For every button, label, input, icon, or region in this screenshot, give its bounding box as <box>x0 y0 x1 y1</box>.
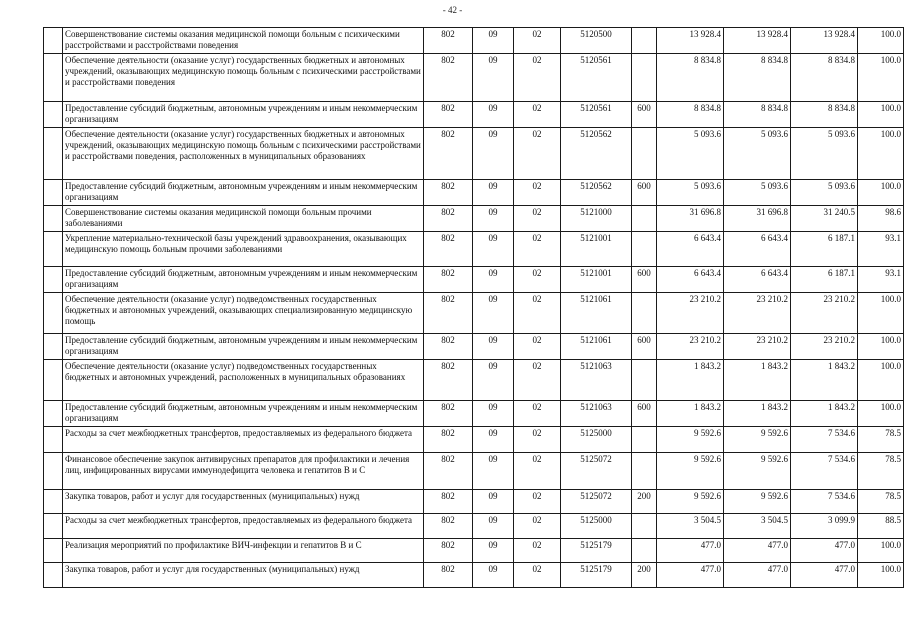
row-plan-amount: 31 696.8 <box>657 206 724 232</box>
row-plan-amount: 477.0 <box>657 539 724 563</box>
row-section-code: 09 <box>473 539 514 563</box>
row-refined-amount: 23 210.2 <box>724 293 791 334</box>
table-row <box>44 514 904 539</box>
row-dept-code: 802 <box>424 232 473 267</box>
row-subsection-code: 02 <box>514 514 561 539</box>
row-plan-amount: 5 093.6 <box>657 180 724 206</box>
row-refined-amount: 8 834.8 <box>724 54 791 102</box>
row-description: Совершенствование системы оказания медицинской помощи больным прочими заболеваниями <box>63 206 424 232</box>
row-dept-code: 802 <box>424 539 473 563</box>
row-execution-percent: 100.0 <box>858 360 904 401</box>
row-expense-kind <box>632 128 657 180</box>
row-margin-cell <box>44 293 63 334</box>
row-article-code: 5121061 <box>561 293 632 334</box>
row-section-code: 09 <box>473 453 514 490</box>
row-execution-percent: 78.5 <box>858 427 904 453</box>
row-description: Предоставление субсидий бюджетным, автономным учреждениям и иным некоммерческим организациям <box>63 401 424 427</box>
row-refined-amount: 23 210.2 <box>724 334 791 360</box>
row-execution-percent: 100.0 <box>858 128 904 180</box>
page-number: - 42 - <box>442 5 463 15</box>
row-execution-percent: 100.0 <box>858 293 904 334</box>
table-row <box>44 490 904 514</box>
row-plan-amount: 8 834.8 <box>657 102 724 128</box>
row-description: Предоставление субсидий бюджетным, автономным учреждениям и иным некоммерческим организациям <box>63 267 424 293</box>
row-expense-kind <box>632 232 657 267</box>
row-article-code: 5121001 <box>561 267 632 293</box>
row-article-code: 5125072 <box>561 490 632 514</box>
row-margin-cell <box>44 453 63 490</box>
row-description: Совершенствование системы оказания медицинской помощи больным с психическими расстройствами и расстройствами поведения <box>63 28 424 54</box>
row-description: Обеспечение деятельности (оказание услуг) подведомственных государственных бюджетных и автономных учреждений, оказывающих специализированную медицинскую помощь <box>63 293 424 334</box>
row-executed-amount: 23 210.2 <box>791 334 858 360</box>
row-subsection-code: 02 <box>514 232 561 267</box>
row-dept-code: 802 <box>424 563 473 588</box>
row-executed-amount: 13 928.4 <box>791 28 858 54</box>
row-subsection-code: 02 <box>514 293 561 334</box>
row-execution-percent: 78.5 <box>858 490 904 514</box>
row-margin-cell <box>44 232 63 267</box>
row-plan-amount: 5 093.6 <box>657 128 724 180</box>
row-dept-code: 802 <box>424 453 473 490</box>
row-expense-kind: 600 <box>632 334 657 360</box>
table-row <box>44 267 904 293</box>
row-plan-amount: 9 592.6 <box>657 427 724 453</box>
row-dept-code: 802 <box>424 28 473 54</box>
row-section-code: 09 <box>473 28 514 54</box>
row-dept-code: 802 <box>424 54 473 102</box>
row-execution-percent: 100.0 <box>858 539 904 563</box>
row-dept-code: 802 <box>424 360 473 401</box>
row-plan-amount: 6 643.4 <box>657 267 724 293</box>
row-executed-amount: 8 834.8 <box>791 54 858 102</box>
row-refined-amount: 8 834.8 <box>724 102 791 128</box>
row-refined-amount: 6 643.4 <box>724 232 791 267</box>
row-expense-kind <box>632 427 657 453</box>
row-expense-kind <box>632 293 657 334</box>
row-dept-code: 802 <box>424 180 473 206</box>
row-description: Реализация мероприятий по профилактике ВИЧ-инфекции и гепатитов В и С <box>63 539 424 563</box>
row-refined-amount: 1 843.2 <box>724 360 791 401</box>
row-section-code: 09 <box>473 102 514 128</box>
row-section-code: 09 <box>473 232 514 267</box>
row-article-code: 5120562 <box>561 180 632 206</box>
row-description: Предоставление субсидий бюджетным, автономным учреждениям и иным некоммерческим организациям <box>63 102 424 128</box>
table-row <box>44 539 904 563</box>
table-row <box>44 54 904 102</box>
row-article-code: 5120561 <box>561 102 632 128</box>
row-subsection-code: 02 <box>514 267 561 293</box>
table-row <box>44 334 904 360</box>
row-section-code: 09 <box>473 427 514 453</box>
row-article-code: 5125072 <box>561 453 632 490</box>
row-execution-percent: 100.0 <box>858 334 904 360</box>
row-refined-amount: 13 928.4 <box>724 28 791 54</box>
row-margin-cell <box>44 267 63 293</box>
row-dept-code: 802 <box>424 427 473 453</box>
row-margin-cell <box>44 180 63 206</box>
row-subsection-code: 02 <box>514 453 561 490</box>
row-plan-amount: 1 843.2 <box>657 401 724 427</box>
row-refined-amount: 9 592.6 <box>724 427 791 453</box>
row-margin-cell <box>44 427 63 453</box>
row-dept-code: 802 <box>424 128 473 180</box>
row-expense-kind <box>632 206 657 232</box>
table-row <box>44 180 904 206</box>
row-description: Расходы за счет межбюджетных трансфертов, предоставляемых из федерального бюджета <box>63 427 424 453</box>
row-section-code: 09 <box>473 293 514 334</box>
row-executed-amount: 1 843.2 <box>791 360 858 401</box>
row-subsection-code: 02 <box>514 180 561 206</box>
row-article-code: 5121061 <box>561 334 632 360</box>
row-executed-amount: 7 534.6 <box>791 490 858 514</box>
row-section-code: 09 <box>473 563 514 588</box>
row-margin-cell <box>44 514 63 539</box>
table-row <box>44 293 904 334</box>
row-margin-cell <box>44 401 63 427</box>
table-row <box>44 453 904 490</box>
row-execution-percent: 100.0 <box>858 401 904 427</box>
table-row <box>44 401 904 427</box>
row-executed-amount: 31 240.5 <box>791 206 858 232</box>
row-subsection-code: 02 <box>514 128 561 180</box>
row-section-code: 09 <box>473 206 514 232</box>
row-article-code: 5120562 <box>561 128 632 180</box>
row-refined-amount: 9 592.6 <box>724 453 791 490</box>
row-description: Предоставление субсидий бюджетным, автономным учреждениям и иным некоммерческим организациям <box>63 180 424 206</box>
row-refined-amount: 5 093.6 <box>724 128 791 180</box>
row-refined-amount: 1 843.2 <box>724 401 791 427</box>
row-dept-code: 802 <box>424 267 473 293</box>
row-article-code: 5125000 <box>561 514 632 539</box>
row-executed-amount: 5 093.6 <box>791 180 858 206</box>
row-expense-kind: 600 <box>632 401 657 427</box>
row-refined-amount: 3 504.5 <box>724 514 791 539</box>
row-plan-amount: 6 643.4 <box>657 232 724 267</box>
row-section-code: 09 <box>473 128 514 180</box>
row-executed-amount: 6 187.1 <box>791 267 858 293</box>
row-subsection-code: 02 <box>514 102 561 128</box>
row-article-code: 5120500 <box>561 28 632 54</box>
row-margin-cell <box>44 206 63 232</box>
row-description: Закупка товаров, работ и услуг для государственных (муниципальных) нужд <box>63 563 424 588</box>
row-refined-amount: 5 093.6 <box>724 180 791 206</box>
row-margin-cell <box>44 539 63 563</box>
row-section-code: 09 <box>473 514 514 539</box>
table-row <box>44 232 904 267</box>
row-plan-amount: 23 210.2 <box>657 334 724 360</box>
row-execution-percent: 100.0 <box>858 28 904 54</box>
row-executed-amount: 8 834.8 <box>791 102 858 128</box>
row-article-code: 5121063 <box>561 360 632 401</box>
row-executed-amount: 1 843.2 <box>791 401 858 427</box>
row-plan-amount: 8 834.8 <box>657 54 724 102</box>
row-executed-amount: 7 534.6 <box>791 453 858 490</box>
row-dept-code: 802 <box>424 102 473 128</box>
row-execution-percent: 100.0 <box>858 563 904 588</box>
row-expense-kind <box>632 360 657 401</box>
row-expense-kind: 200 <box>632 490 657 514</box>
row-refined-amount: 31 696.8 <box>724 206 791 232</box>
row-executed-amount: 477.0 <box>791 539 858 563</box>
row-margin-cell <box>44 54 63 102</box>
row-expense-kind: 600 <box>632 102 657 128</box>
row-execution-percent: 100.0 <box>858 180 904 206</box>
row-article-code: 5120561 <box>561 54 632 102</box>
row-dept-code: 802 <box>424 401 473 427</box>
row-section-code: 09 <box>473 54 514 102</box>
table-row <box>44 206 904 232</box>
row-subsection-code: 02 <box>514 427 561 453</box>
row-execution-percent: 88.5 <box>858 514 904 539</box>
row-execution-percent: 100.0 <box>858 102 904 128</box>
row-margin-cell <box>44 102 63 128</box>
row-article-code: 5121000 <box>561 206 632 232</box>
row-description: Расходы за счет межбюджетных трансфертов, предоставляемых из федерального бюджета <box>63 514 424 539</box>
row-executed-amount: 5 093.6 <box>791 128 858 180</box>
row-description: Предоставление субсидий бюджетным, автономным учреждениям и иным некоммерческим организациям <box>63 334 424 360</box>
row-subsection-code: 02 <box>514 539 561 563</box>
row-description: Обеспечение деятельности (оказание услуг) государственных бюджетных и автономных учреждений, оказывающих медицинскую помощь больным с психическими расстройствами и расстройствами поведения <box>63 54 424 102</box>
row-executed-amount: 7 534.6 <box>791 427 858 453</box>
row-plan-amount: 1 843.2 <box>657 360 724 401</box>
row-executed-amount: 6 187.1 <box>791 232 858 267</box>
row-plan-amount: 3 504.5 <box>657 514 724 539</box>
row-expense-kind <box>632 539 657 563</box>
table-row <box>44 563 904 588</box>
row-article-code: 5121001 <box>561 232 632 267</box>
table-row <box>44 360 904 401</box>
row-expense-kind <box>632 54 657 102</box>
row-execution-percent: 93.1 <box>858 267 904 293</box>
row-article-code: 5125179 <box>561 563 632 588</box>
row-expense-kind: 200 <box>632 563 657 588</box>
row-description: Закупка товаров, работ и услуг для государственных (муниципальных) нужд <box>63 490 424 514</box>
row-subsection-code: 02 <box>514 28 561 54</box>
row-subsection-code: 02 <box>514 401 561 427</box>
table-row <box>44 128 904 180</box>
row-expense-kind: 600 <box>632 267 657 293</box>
table-row <box>44 28 904 54</box>
row-plan-amount: 23 210.2 <box>657 293 724 334</box>
row-refined-amount: 9 592.6 <box>724 490 791 514</box>
row-subsection-code: 02 <box>514 563 561 588</box>
row-section-code: 09 <box>473 334 514 360</box>
row-plan-amount: 13 928.4 <box>657 28 724 54</box>
row-execution-percent: 100.0 <box>858 54 904 102</box>
table-row <box>44 427 904 453</box>
table-row <box>44 102 904 128</box>
row-plan-amount: 9 592.6 <box>657 453 724 490</box>
row-description: Обеспечение деятельности (оказание услуг) государственных бюджетных и автономных учреждений, оказывающих медицинскую помощь больным с психическими расстройствами и расстройствами поведения, расположенных в муниципальных образованиях <box>63 128 424 180</box>
row-subsection-code: 02 <box>514 360 561 401</box>
row-dept-code: 802 <box>424 206 473 232</box>
row-margin-cell <box>44 360 63 401</box>
row-section-code: 09 <box>473 401 514 427</box>
row-subsection-code: 02 <box>514 54 561 102</box>
row-section-code: 09 <box>473 180 514 206</box>
row-margin-cell <box>44 334 63 360</box>
row-plan-amount: 477.0 <box>657 563 724 588</box>
row-section-code: 09 <box>473 360 514 401</box>
row-subsection-code: 02 <box>514 206 561 232</box>
row-dept-code: 802 <box>424 490 473 514</box>
row-subsection-code: 02 <box>514 490 561 514</box>
row-executed-amount: 23 210.2 <box>791 293 858 334</box>
row-refined-amount: 477.0 <box>724 563 791 588</box>
row-expense-kind <box>632 453 657 490</box>
budget-table-body <box>44 28 904 588</box>
row-description: Финансовое обеспечение закупок антивирусных препаратов для профилактики и лечения лиц, инфицированных вирусами иммунодефицита человека и гепатитов В и С <box>63 453 424 490</box>
row-dept-code: 802 <box>424 514 473 539</box>
row-expense-kind: 600 <box>632 180 657 206</box>
row-dept-code: 802 <box>424 334 473 360</box>
row-margin-cell <box>44 563 63 588</box>
row-executed-amount: 3 099.9 <box>791 514 858 539</box>
row-article-code: 5125000 <box>561 427 632 453</box>
row-article-code: 5125179 <box>561 539 632 563</box>
row-section-code: 09 <box>473 267 514 293</box>
row-plan-amount: 9 592.6 <box>657 490 724 514</box>
row-margin-cell <box>44 490 63 514</box>
row-execution-percent: 78.5 <box>858 453 904 490</box>
row-refined-amount: 6 643.4 <box>724 267 791 293</box>
row-expense-kind <box>632 514 657 539</box>
row-expense-kind <box>632 28 657 54</box>
row-section-code: 09 <box>473 490 514 514</box>
row-description: Укрепление материально-технической базы учреждений здравоохранения, оказывающих медицинскую помощь больным прочими заболеваниями <box>63 232 424 267</box>
row-margin-cell <box>44 128 63 180</box>
row-refined-amount: 477.0 <box>724 539 791 563</box>
budget-table <box>43 27 904 588</box>
row-execution-percent: 98.6 <box>858 206 904 232</box>
row-margin-cell <box>44 28 63 54</box>
row-execution-percent: 93.1 <box>858 232 904 267</box>
row-description: Обеспечение деятельности (оказание услуг) подведомственных государственных бюджетных и автономных учреждений, расположенных в муниципальных образованиях <box>63 360 424 401</box>
row-executed-amount: 477.0 <box>791 563 858 588</box>
row-subsection-code: 02 <box>514 334 561 360</box>
row-article-code: 5121063 <box>561 401 632 427</box>
row-dept-code: 802 <box>424 293 473 334</box>
